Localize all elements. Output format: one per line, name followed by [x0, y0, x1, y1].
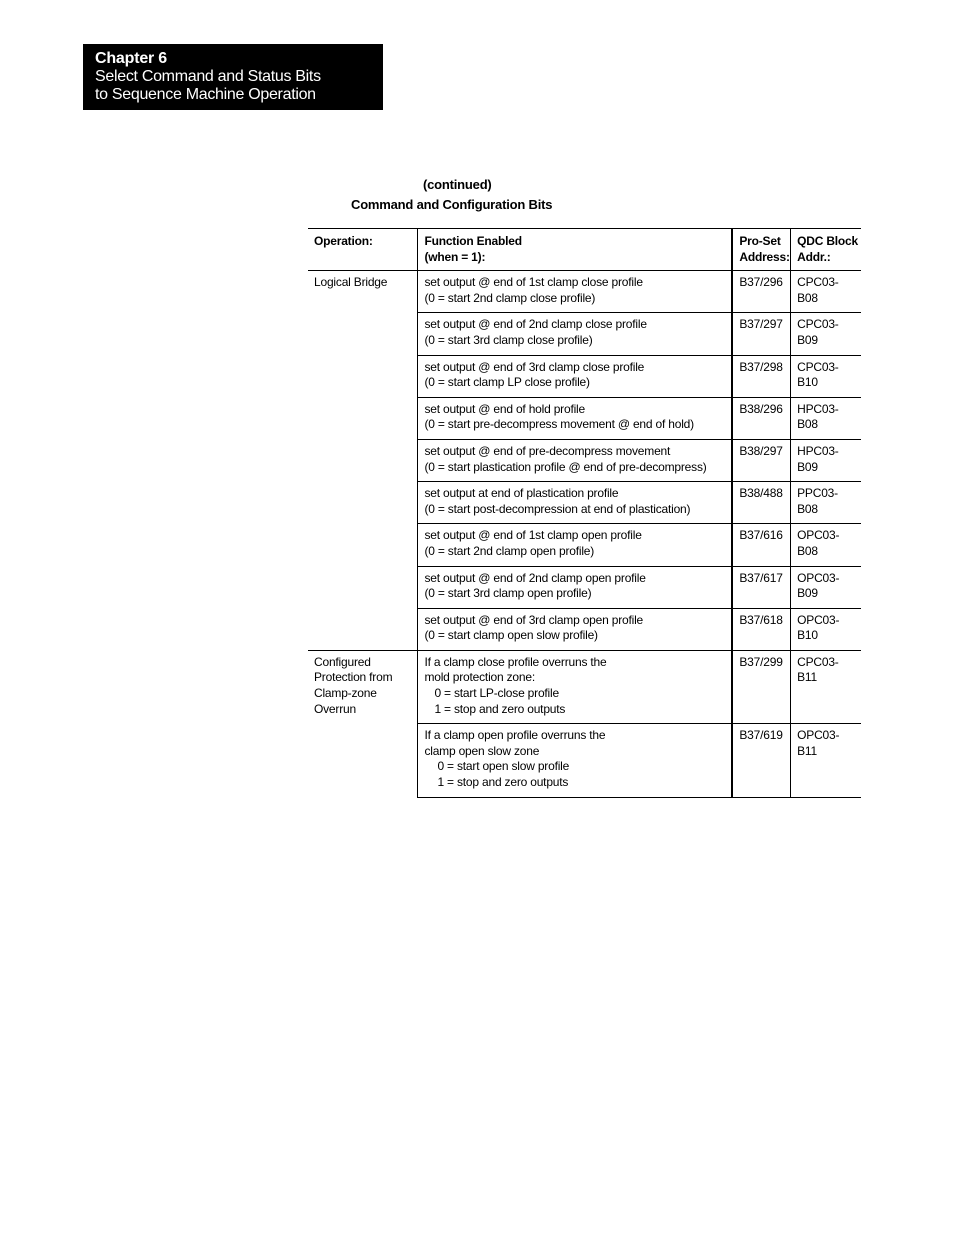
qdc-block-address-cell: PPC03-B08 [791, 482, 861, 524]
function-text: (0 = start post-decompression at end of plastication) [424, 501, 691, 516]
qdc-block-address-cell: HPC03-B09 [791, 439, 861, 481]
operation-cell [308, 650, 418, 797]
function-text: set output at end of plastication profile [424, 486, 619, 501]
chapter-title-line-2: to Sequence Machine Operation [95, 86, 316, 103]
header-proset-address: Pro-Set Address: [732, 229, 790, 271]
function-text: (0 = start clamp LP close profile) [424, 375, 590, 390]
function-text: (0 = start clamp open slow profile) [424, 628, 598, 643]
qdc-block-address-cell: CPC03-B11 [791, 650, 861, 723]
function-text: mold protection zone: [424, 670, 535, 685]
proset-address-cell: B38/488 [732, 482, 790, 524]
table-row [308, 650, 861, 723]
function-text: set output @ end of 2nd clamp close profile [424, 317, 647, 332]
function-cell [418, 397, 732, 439]
function-text: If a clamp close profile overruns the [424, 654, 607, 669]
qdc-block-address-cell: CPC03-B10 [791, 355, 861, 397]
qdc-block-address-cell: OPC03-B11 [791, 724, 861, 797]
function-cell [418, 482, 732, 524]
function-cell [418, 439, 732, 481]
operation-text: Logical Bridge [314, 275, 388, 290]
table-header-row [308, 229, 861, 271]
header-operation: Operation: [308, 229, 418, 271]
function-text: clamp open slow zone [424, 743, 540, 758]
function-text: If a clamp open profile overruns the [424, 728, 606, 743]
function-cell [418, 271, 732, 313]
proset-address-cell: B37/298 [732, 355, 790, 397]
proset-address-cell: B37/617 [732, 566, 790, 608]
table-body [308, 271, 861, 797]
proset-address-cell: B37/297 [732, 313, 790, 355]
function-text: 0 = start open slow profile [437, 759, 570, 774]
qdc-block-address-cell: OPC03-B10 [791, 608, 861, 650]
function-text: (0 = start 3rd clamp open profile) [424, 586, 592, 601]
command-configuration-table [308, 228, 861, 798]
function-text: set output @ end of 3rd clamp close profile [424, 359, 645, 374]
qdc-block-address-cell: OPC03-B09 [791, 566, 861, 608]
proset-address-cell: B37/299 [732, 650, 790, 723]
chapter-number: Chapter 6 [95, 50, 167, 67]
function-cell [418, 355, 732, 397]
qdc-block-address-cell: OPC03-B08 [791, 524, 861, 566]
proset-address-cell: B37/618 [732, 608, 790, 650]
function-text: 1 = stop and zero outputs [434, 701, 566, 716]
function-text: (0 = start 2nd clamp close profile) [424, 290, 596, 305]
header-function-enabled: Function Enabled (when = 1): [418, 229, 732, 271]
qdc-block-address-cell: CPC03-B09 [791, 313, 861, 355]
function-text: (0 = start 3rd clamp close profile) [424, 332, 593, 347]
function-cell [418, 524, 732, 566]
function-text: set output @ end of pre-decompress movement [424, 443, 671, 458]
proset-address-cell: B37/616 [732, 524, 790, 566]
chapter-header [83, 44, 383, 110]
proset-address-cell: B37/619 [732, 724, 790, 797]
table-continued-label: (continued) [423, 177, 492, 192]
function-cell [418, 313, 732, 355]
function-text: (0 = start plastication profile @ end of pre-decompress) [424, 459, 707, 474]
function-text: set output @ end of 1st clamp close profile [424, 275, 643, 290]
operation-text: Overrun [314, 701, 356, 716]
function-text: 0 = start LP-close profile [434, 686, 559, 701]
chapter-title-line-1: Select Command and Status Bits [95, 68, 321, 85]
function-text: (0 = start 2nd clamp open profile) [424, 543, 595, 558]
proset-address-cell: B37/296 [732, 271, 790, 313]
proset-address-cell: B38/296 [732, 397, 790, 439]
function-text: set output @ end of 2nd clamp open profile [424, 570, 646, 585]
function-cell [418, 650, 732, 723]
qdc-block-address-cell: CPC03-B08 [791, 271, 861, 313]
function-cell [418, 608, 732, 650]
proset-address-cell: B38/297 [732, 439, 790, 481]
function-cell [418, 566, 732, 608]
table-row [308, 271, 861, 313]
operation-text: Configured [314, 654, 371, 669]
operation-text: Protection from [314, 670, 393, 685]
function-text: set output @ end of 3rd clamp open profile [424, 612, 644, 627]
operation-cell [308, 271, 418, 651]
function-text: set output @ end of hold profile [424, 401, 585, 416]
function-text: 1 = stop and zero outputs [437, 775, 569, 790]
function-cell [418, 724, 732, 797]
function-text: (0 = start pre-decompress movement @ end of hold) [424, 417, 694, 432]
qdc-block-address-cell: HPC03-B08 [791, 397, 861, 439]
operation-text: Clamp-zone [314, 686, 377, 701]
function-text: set output @ end of 1st clamp open profile [424, 528, 642, 543]
header-qdc-block-address: QDC Block Addr.: [791, 229, 861, 271]
table-title: Command and Configuration Bits [351, 197, 553, 212]
